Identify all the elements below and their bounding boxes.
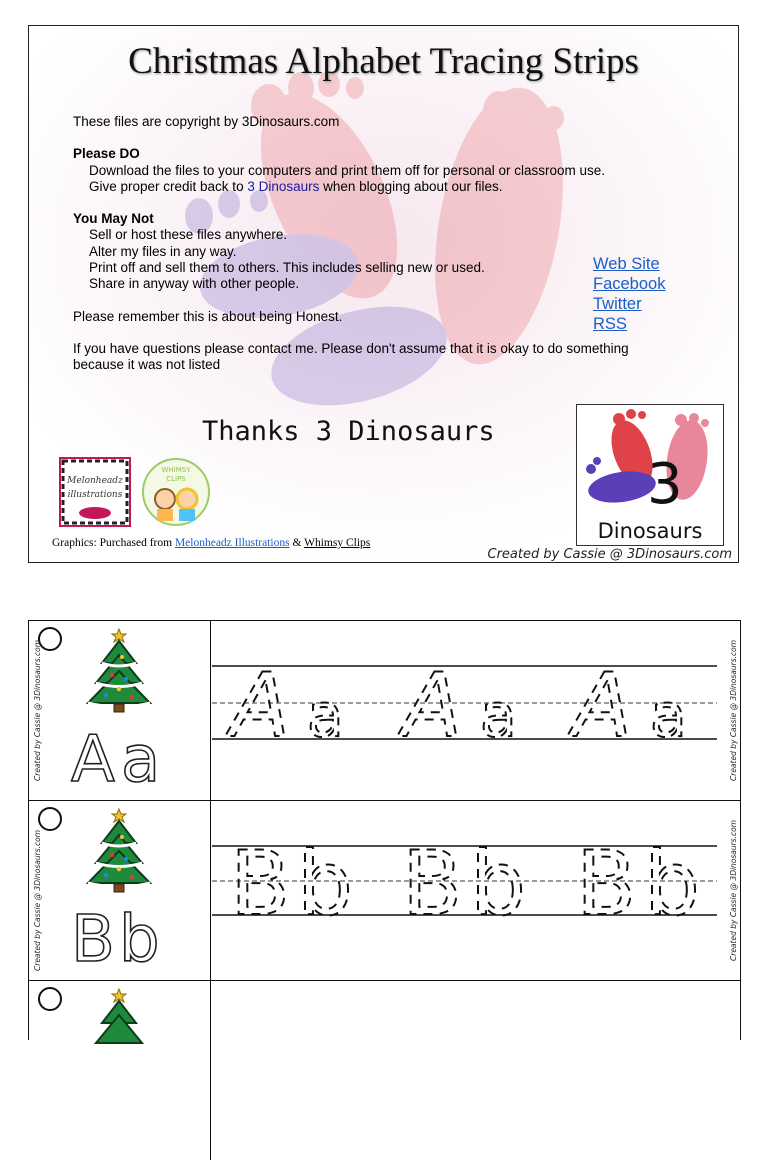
facebook-link[interactable]: Facebook xyxy=(593,275,666,293)
logo-number: 3 xyxy=(647,452,683,515)
strip-picture-cell xyxy=(29,621,211,800)
may-not-item: Print off and sell them to others. This includes selling new or used. xyxy=(89,260,485,276)
social-links xyxy=(593,254,665,334)
text-fragment: Give proper credit back to xyxy=(89,178,248,194)
outlined-lower-letter: b xyxy=(119,903,160,969)
svg-text:WHIMSY: WHIMSY xyxy=(161,466,191,474)
tracing-strip-c xyxy=(29,981,740,1161)
tracing-strip-a xyxy=(29,621,740,801)
outlined-lower-letter: a xyxy=(121,723,161,789)
may-not-heading: You May Not xyxy=(73,211,154,227)
please-do-heading: Please DO xyxy=(73,146,140,162)
graphics-label: Graphics: Purchased from xyxy=(52,537,175,549)
trace-letter: b xyxy=(644,832,700,935)
strip-picture-cell xyxy=(29,801,211,980)
trace-letter: a xyxy=(480,681,517,751)
questions-line: If you have questions please contact me. Please don't assume that it is okay to do something xyxy=(73,340,629,356)
honest-line: Please remember this is about being Honest. xyxy=(73,308,343,324)
hole-punch-circle xyxy=(38,987,62,1011)
christmas-tree-icon xyxy=(84,807,154,893)
whimsy-clips-logo xyxy=(141,457,211,527)
tracing-lines xyxy=(212,801,732,980)
svg-text:illustrations: illustrations xyxy=(67,490,123,500)
svg-text:Melonheadz: Melonheadz xyxy=(67,476,123,486)
outlined-upper-letter: A xyxy=(71,723,115,789)
trace-letter: B xyxy=(402,832,463,935)
trace-letter: B xyxy=(230,832,291,935)
may-not-item: Sell or host these files anywhere. xyxy=(89,227,288,243)
side-credit: Created by Cassie @ 3Dinosaurs.com xyxy=(33,829,42,971)
tracing-lines xyxy=(212,621,732,800)
thanks-signature: Thanks 3 Dinosaurs xyxy=(202,416,495,447)
melonheadz-link[interactable]: Melonheadz Illustrations xyxy=(174,537,290,549)
please-do-item xyxy=(73,179,703,195)
may-not-item: Share in anyway with other people. xyxy=(89,276,300,292)
svg-text:CLIPS: CLIPS xyxy=(166,475,186,483)
christmas-tree-icon xyxy=(84,627,154,713)
page-title: Christmas Alphabet Tracing Strips xyxy=(128,41,639,82)
created-by-credit: Created by Cassie @ 3Dinosaurs.com xyxy=(487,547,732,562)
outlined-letter-pair xyxy=(69,719,179,789)
cover-page xyxy=(28,25,739,563)
questions-line: because it was not listed xyxy=(73,357,221,373)
trace-letter: a xyxy=(307,681,344,751)
twitter-link[interactable]: Twitter xyxy=(593,295,642,313)
3-dinosaurs-logo xyxy=(576,404,724,546)
footprint-logo-icon xyxy=(577,405,723,515)
tracing-sheet xyxy=(28,620,741,1040)
trace-letter: A xyxy=(230,654,291,757)
logo-word: Dinosaurs xyxy=(597,519,703,543)
side-credit: Created by Cassie @ 3Dinosaurs.com xyxy=(33,639,42,781)
melonheadz-logo xyxy=(59,457,131,527)
please-do-item: Download the files to your computers and print them off for personal or classroom use. xyxy=(89,162,606,178)
trace-letter: A xyxy=(402,654,463,757)
trace-letter: B xyxy=(576,832,637,935)
side-credit: Created by Cassie @ 3Dinosaurs.com xyxy=(729,819,738,961)
3-dinosaurs-link[interactable]: 3 Dinosaurs xyxy=(247,178,320,194)
outlined-upper-letter: B xyxy=(71,903,115,969)
trace-letter: A xyxy=(572,654,633,757)
trace-letter: b xyxy=(470,832,526,935)
trace-letter: b xyxy=(297,832,353,935)
copyright-line: These files are copyright by 3Dinosaurs.com xyxy=(73,114,340,129)
tracing-strip-b xyxy=(29,801,740,981)
trace-letter: a xyxy=(650,681,687,751)
christmas-tree-icon xyxy=(84,987,154,1073)
ampersand: & xyxy=(289,537,305,549)
may-not-item: Alter my files in any way. xyxy=(89,243,237,259)
text-fragment: when blogging about our files. xyxy=(319,178,503,194)
side-credit: Created by Cassie @ 3Dinosaurs.com xyxy=(729,639,738,781)
graphics-credit xyxy=(52,537,370,549)
copyright-terms xyxy=(73,114,703,374)
strip-picture-cell xyxy=(29,981,211,1160)
website-link[interactable]: Web Site xyxy=(593,255,660,273)
whimsy-clips-link[interactable]: Whimsy Clips xyxy=(304,537,371,549)
rss-link[interactable]: RSS xyxy=(593,315,627,333)
hole-punch-circle xyxy=(38,807,62,831)
outlined-letter-pair xyxy=(69,899,179,969)
